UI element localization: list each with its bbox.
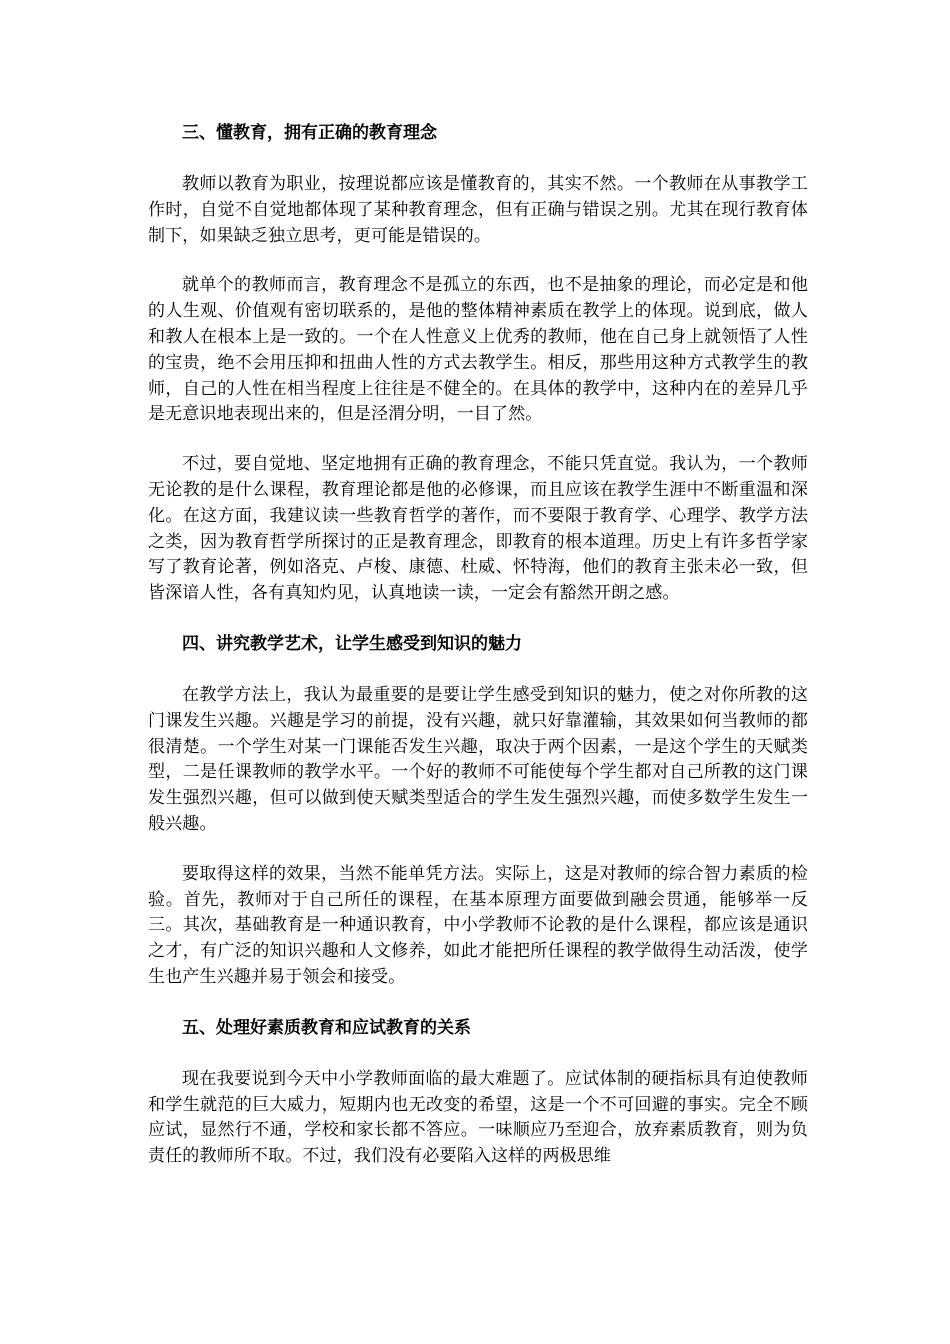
paragraph: 在教学方法上，我认为最重要的是要让学生感受到知识的魅力，使之对你所教的这门课发生兴趣。兴趣是学习的前提，没有兴趣，就只好靠灌输，其效果如何当教师的都很清楚。一个学生对某一门课能否发生兴趣，取决于两个因素，一是这个学生的天赋类型，二是任课教师的教学水平。一个好的教师不可能使每个学生都对自己所教的这门课发生强烈兴趣，但可以做到使天赋类型适合的学生发生强烈兴趣，而使多数学生发生一般兴趣。 bbox=[148, 684, 808, 834]
section-heading: 三、懂教育，拥有正确的教育理念 bbox=[182, 123, 437, 143]
paragraph: 不过，要自觉地、坚定地拥有正确的教育理念，不能只凭直觉。我认为，一个教师无论教的是什么课程，教育理论都是他的必修课，而且应该在教学生涯中不断重温和深化。在这方面，我建议读一些教育哲学的著作，而不要限于教育学、心理学、教学方法之类，因为教育哲学所探讨的正是教育理念，即教育的根本道理。历史上有许多哲学家写了教育论著，例如洛克、卢梭、康德、杜威、怀特海，他们的教育主张未必一致，但皆深谙人性，各有真知灼见，认真地读一读，一定会有豁然开朗之感。 bbox=[148, 454, 808, 604]
paragraph: 现在我要说到今天中小学教师面临的最大难题了。应试体制的硬指标具有迫使教师和学生就范的巨大威力，短期内也无改变的希望，这是一个不可回避的事实。完全不顾应试，显然行不通，学校和家长都不答应。一味顺应乃至迎合，放弃素质教育，则为负责任的教师所不取。不过，我们没有必要陷入这样的两极思维 bbox=[148, 1068, 808, 1167]
section-heading: 五、处理好素质教育和应试教育的关系 bbox=[182, 1017, 471, 1038]
section-heading: 四、讲究教学艺术，让学生感受到知识的魅力 bbox=[182, 633, 522, 654]
paragraph: 要取得这样的效果，当然不能单凭方法。实际上，这是对教师的综合智力素质的检验。首先，教师对于自己所任的课程，在基本原理方面要做到融会贯通，能够举一反三。其次，基础教育是一种通识教育，中小学教师不论教的是什么课程，都应该是通识之才，有广泛的知识兴趣和人文修养，如此才能把所任课程的教学做得生动活泼，使学生也产生兴趣并易于领会和接受。 bbox=[148, 863, 808, 987]
paragraph: 教师以教育为职业，按理说都应该是懂教育的，其实不然。一个教师在从事教学工作时，自觉不自觉地都体现了某种教育理念，但有正确与错误之别。尤其在现行教育体制下，如果缺乏独立思考，更可能是错误的。 bbox=[148, 174, 808, 246]
document-page bbox=[148, 120, 808, 1194]
paragraph: 就单个的教师而言，教育理念不是孤立的东西，也不是抽象的理论，而必定是和他的人生观、价值观有密切联系的，是他的整体精神素质在教学上的体现。说到底，做人和教人在根本上是一致的。一个在人性意义上优秀的教师，他在自己身上就领悟了人性的宝贵，绝不会用压抑和扭曲人性的方式去教学生。相反，那些用这种方式教学生的教师，自己的人性在相当程度上往往是不健全的。在具体的教学中，这种内在的差异几乎是无意识地表现出来的，但是泾渭分明，一目了然。 bbox=[148, 275, 808, 425]
